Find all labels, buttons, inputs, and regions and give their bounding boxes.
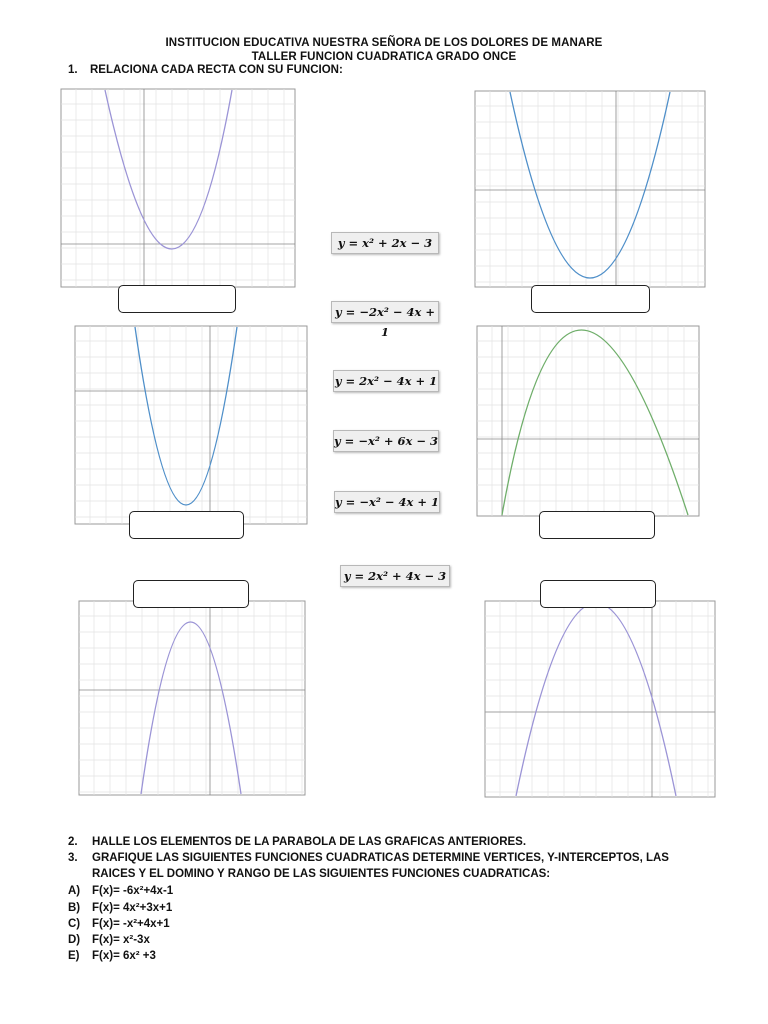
exercise-item-e: [68, 950, 156, 962]
exercise-function-a: F(x)= -6x²+4x-1: [92, 885, 174, 897]
parabola-graph-2: [474, 90, 706, 288]
exercise-label-c: C): [68, 918, 81, 930]
question-2-text: HALLE LOS ELEMENTOS DE LA PARABOLA DE LAS GRAFICAS ANTERIORES.: [92, 836, 527, 848]
parabola-graph-4: [476, 325, 700, 517]
question-3-text-line-2: RAICES Y EL DOMINO Y RANGO DE LAS SIGUIENTES FUNCIONES CUADRATICAS:: [92, 868, 551, 880]
answer-box-5[interactable]: [133, 580, 249, 608]
exercise-item-a: [68, 885, 173, 897]
question-3-text-line-1: GRAFIQUE LAS SIGUIENTES FUNCIONES CUADRATICAS DETERMINE VERTICES, Y-INTERCEPTOS, LAS: [92, 852, 669, 864]
formula-card-3: y = 2x² − 4x + 1: [333, 370, 439, 392]
worksheet-title: TALLER FUNCION CUADRATICA GRADO ONCE: [251, 51, 517, 63]
exercise-label-e: E): [68, 950, 80, 962]
question-2-number: 2.: [68, 836, 78, 848]
exercise-function-c: F(x)= -x²+4x+1: [92, 918, 170, 930]
exercise-function-b: F(x)= 4x²+3x+1: [92, 902, 173, 914]
formula-card-6: y = 2x² + 4x − 3: [340, 565, 450, 587]
parabola-graph-6: [484, 600, 716, 798]
answer-box-2[interactable]: [531, 285, 650, 313]
answer-box-1[interactable]: [118, 285, 236, 313]
answer-box-6[interactable]: [540, 580, 656, 608]
formula-card-2: y = −2x² − 4x + 1: [331, 301, 439, 323]
exercise-item-b: [68, 902, 172, 914]
question-1: [68, 64, 343, 76]
parabola-graph-3: [74, 325, 308, 525]
exercise-function-d: F(x)= x²-3x: [92, 934, 150, 946]
exercise-function-e: F(x)= 6x² +3: [92, 950, 156, 962]
answer-box-4[interactable]: [539, 511, 655, 539]
exercise-item-d: [68, 934, 150, 946]
parabola-graph-4-plot: [476, 325, 700, 517]
question-2: [68, 836, 526, 848]
parabola-graph-6-plot: [484, 600, 716, 798]
parabola-graph-3-plot: [74, 325, 308, 525]
exercise-label-d: D): [68, 934, 81, 946]
parabola-graph-1: [60, 88, 296, 288]
formula-card-5: y = −x² − 4x + 1: [334, 491, 440, 513]
question-1-number: 1.: [68, 64, 78, 76]
formula-card-4: y = −x² + 6x − 3: [333, 430, 439, 452]
parabola-graph-5: [78, 600, 306, 796]
parabola-graph-5-plot: [78, 600, 306, 796]
school-name: INSTITUCION EDUCATIVA NUESTRA SEÑORA DE LOS DOLORES DE MANARE: [165, 37, 603, 49]
parabola-graph-1-plot: [60, 88, 296, 288]
question-3: [68, 852, 669, 864]
formula-card-1: y = x² + 2x − 3: [331, 232, 439, 254]
exercise-label-b: B): [68, 902, 81, 914]
question-3-number: 3.: [68, 852, 78, 864]
parabola-graph-2-plot: [474, 90, 706, 288]
answer-box-3[interactable]: [129, 511, 244, 539]
question-1-text: RELACIONA CADA RECTA CON SU FUNCION:: [90, 64, 343, 76]
exercise-label-a: A): [68, 885, 81, 897]
exercise-item-c: [68, 918, 170, 930]
